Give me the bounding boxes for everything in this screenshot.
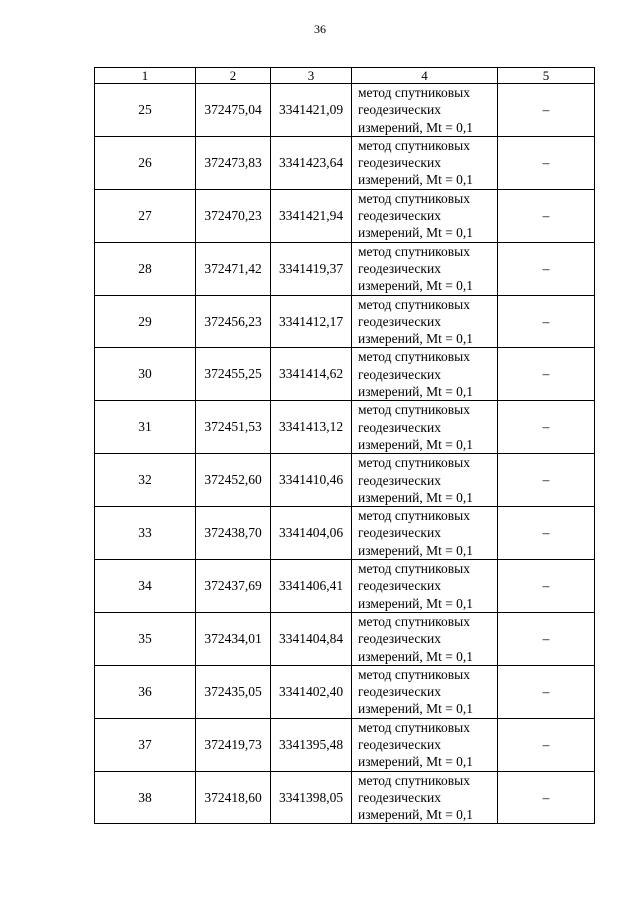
- table-row: [95, 189, 595, 242]
- note-cell: –: [498, 665, 595, 718]
- method-line: измерений, Mt = 0,1: [358, 331, 474, 347]
- point-number-cell: 31: [95, 401, 196, 454]
- method-line: измерений, Mt = 0,1: [358, 807, 474, 823]
- point-number-cell: 34: [95, 560, 196, 613]
- x-coordinate-cell: 372475,04: [196, 84, 271, 137]
- method-line: измерений, Mt = 0,1: [358, 436, 474, 452]
- point-number-cell: 27: [95, 189, 196, 242]
- method-cell: [352, 665, 498, 718]
- point-number-cell: 29: [95, 295, 196, 348]
- y-coordinate-cell: 3341406,41: [271, 560, 352, 613]
- table-row: [95, 401, 595, 454]
- y-coordinate-cell: 3341412,17: [271, 295, 352, 348]
- note-cell: –: [498, 560, 595, 613]
- table-row: [95, 507, 595, 560]
- method-line: метод спутниковых: [358, 561, 470, 577]
- method-line: геодезических: [358, 631, 441, 647]
- y-coordinate-cell: 3341419,37: [271, 242, 352, 295]
- method-line: измерений, Mt = 0,1: [358, 595, 474, 611]
- method-line: геодезических: [358, 419, 441, 435]
- note-cell: –: [498, 612, 595, 665]
- x-coordinate-cell: 372437,69: [196, 560, 271, 613]
- point-number-cell: 26: [95, 136, 196, 189]
- method-line: метод спутниковых: [358, 349, 470, 365]
- note-cell: –: [498, 242, 595, 295]
- x-coordinate-cell: 372418,60: [196, 771, 271, 824]
- method-line: метод спутниковых: [358, 666, 470, 682]
- x-coordinate-cell: 372419,73: [196, 718, 271, 771]
- table-row: [95, 454, 595, 507]
- point-number-cell: 28: [95, 242, 196, 295]
- method-line: геодезических: [358, 472, 441, 488]
- table-row: [95, 665, 595, 718]
- table-row: [95, 718, 595, 771]
- note-cell: –: [498, 507, 595, 560]
- method-line: метод спутниковых: [358, 613, 470, 629]
- method-line: измерений, Mt = 0,1: [358, 225, 474, 241]
- y-coordinate-cell: 3341404,06: [271, 507, 352, 560]
- coordinates-table: [94, 67, 595, 824]
- method-line: геодезических: [358, 208, 441, 224]
- table-row: [95, 348, 595, 401]
- table-row: [95, 84, 595, 137]
- y-coordinate-cell: 3341414,62: [271, 348, 352, 401]
- x-coordinate-cell: 372452,60: [196, 454, 271, 507]
- x-coordinate-cell: 372455,25: [196, 348, 271, 401]
- method-line: метод спутниковых: [358, 137, 470, 153]
- method-line: метод спутниковых: [358, 296, 470, 312]
- y-coordinate-cell: 3341423,64: [271, 136, 352, 189]
- note-cell: –: [498, 401, 595, 454]
- method-cell: [352, 295, 498, 348]
- header-col-5: 5: [498, 68, 595, 84]
- method-line: геодезических: [358, 155, 441, 171]
- method-cell: [352, 189, 498, 242]
- method-line: геодезических: [358, 366, 441, 382]
- point-number-cell: 25: [95, 84, 196, 137]
- method-cell: [352, 771, 498, 824]
- y-coordinate-cell: 3341395,48: [271, 718, 352, 771]
- note-cell: –: [498, 348, 595, 401]
- y-coordinate-cell: 3341421,09: [271, 84, 352, 137]
- x-coordinate-cell: 372434,01: [196, 612, 271, 665]
- point-number-cell: 33: [95, 507, 196, 560]
- method-cell: [352, 560, 498, 613]
- method-line: измерений, Mt = 0,1: [358, 754, 474, 770]
- x-coordinate-cell: 372470,23: [196, 189, 271, 242]
- method-line: геодезических: [358, 684, 441, 700]
- method-cell: [352, 84, 498, 137]
- method-cell: [352, 612, 498, 665]
- method-line: метод спутниковых: [358, 85, 470, 100]
- method-line: геодезических: [358, 736, 441, 752]
- method-line: метод спутниковых: [358, 772, 470, 788]
- method-cell: [352, 507, 498, 560]
- y-coordinate-cell: 3341402,40: [271, 665, 352, 718]
- method-line: измерений, Mt = 0,1: [358, 701, 474, 717]
- page-number: 36: [314, 22, 326, 36]
- y-coordinate-cell: 3341410,46: [271, 454, 352, 507]
- x-coordinate-cell: 372438,70: [196, 507, 271, 560]
- method-line: метод спутниковых: [358, 190, 470, 206]
- note-cell: –: [498, 295, 595, 348]
- header-col-3: 3: [271, 68, 352, 84]
- header-col-4: 4: [352, 68, 498, 84]
- point-number-cell: 37: [95, 718, 196, 771]
- method-cell: [352, 136, 498, 189]
- table-header-row: [95, 68, 595, 84]
- note-cell: –: [498, 454, 595, 507]
- method-line: измерений, Mt = 0,1: [358, 648, 474, 664]
- method-line: измерений, Mt = 0,1: [358, 172, 474, 188]
- note-cell: –: [498, 771, 595, 824]
- table-row: [95, 612, 595, 665]
- method-cell: [352, 348, 498, 401]
- point-number-cell: 30: [95, 348, 196, 401]
- table-row: [95, 242, 595, 295]
- method-line: измерений, Mt = 0,1: [358, 119, 474, 135]
- method-line: метод спутниковых: [358, 719, 470, 735]
- x-coordinate-cell: 372471,42: [196, 242, 271, 295]
- method-line: измерений, Mt = 0,1: [358, 384, 474, 400]
- method-line: геодезических: [358, 789, 441, 805]
- method-line: измерений, Mt = 0,1: [358, 489, 474, 505]
- y-coordinate-cell: 3341404,84: [271, 612, 352, 665]
- table-row: [95, 771, 595, 824]
- point-number-cell: 32: [95, 454, 196, 507]
- method-cell: [352, 454, 498, 507]
- x-coordinate-cell: 372435,05: [196, 665, 271, 718]
- x-coordinate-cell: 372456,23: [196, 295, 271, 348]
- method-line: измерений, Mt = 0,1: [358, 278, 474, 294]
- method-cell: [352, 718, 498, 771]
- x-coordinate-cell: 372473,83: [196, 136, 271, 189]
- method-cell: [352, 401, 498, 454]
- note-cell: –: [498, 136, 595, 189]
- point-number-cell: 38: [95, 771, 196, 824]
- note-cell: –: [498, 189, 595, 242]
- method-line: геодезических: [358, 102, 441, 118]
- table-row: [95, 295, 595, 348]
- x-coordinate-cell: 372451,53: [196, 401, 271, 454]
- method-line: геодезических: [358, 313, 441, 329]
- method-line: метод спутниковых: [358, 455, 470, 471]
- note-cell: –: [498, 718, 595, 771]
- y-coordinate-cell: 3341421,94: [271, 189, 352, 242]
- header-col-2: 2: [196, 68, 271, 84]
- point-number-cell: 36: [95, 665, 196, 718]
- table-row: [95, 560, 595, 613]
- method-line: метод спутниковых: [358, 402, 470, 418]
- method-line: геодезических: [358, 260, 441, 276]
- method-line: геодезических: [358, 578, 441, 594]
- method-line: геодезических: [358, 525, 441, 541]
- y-coordinate-cell: 3341413,12: [271, 401, 352, 454]
- point-number-cell: 35: [95, 612, 196, 665]
- method-line: измерений, Mt = 0,1: [358, 542, 474, 558]
- table-body: [95, 84, 595, 824]
- y-coordinate-cell: 3341398,05: [271, 771, 352, 824]
- header-col-1: 1: [95, 68, 196, 84]
- method-cell: [352, 242, 498, 295]
- table-row: [95, 136, 595, 189]
- method-line: метод спутниковых: [358, 243, 470, 259]
- note-cell: –: [498, 84, 595, 137]
- method-line: метод спутниковых: [358, 508, 470, 524]
